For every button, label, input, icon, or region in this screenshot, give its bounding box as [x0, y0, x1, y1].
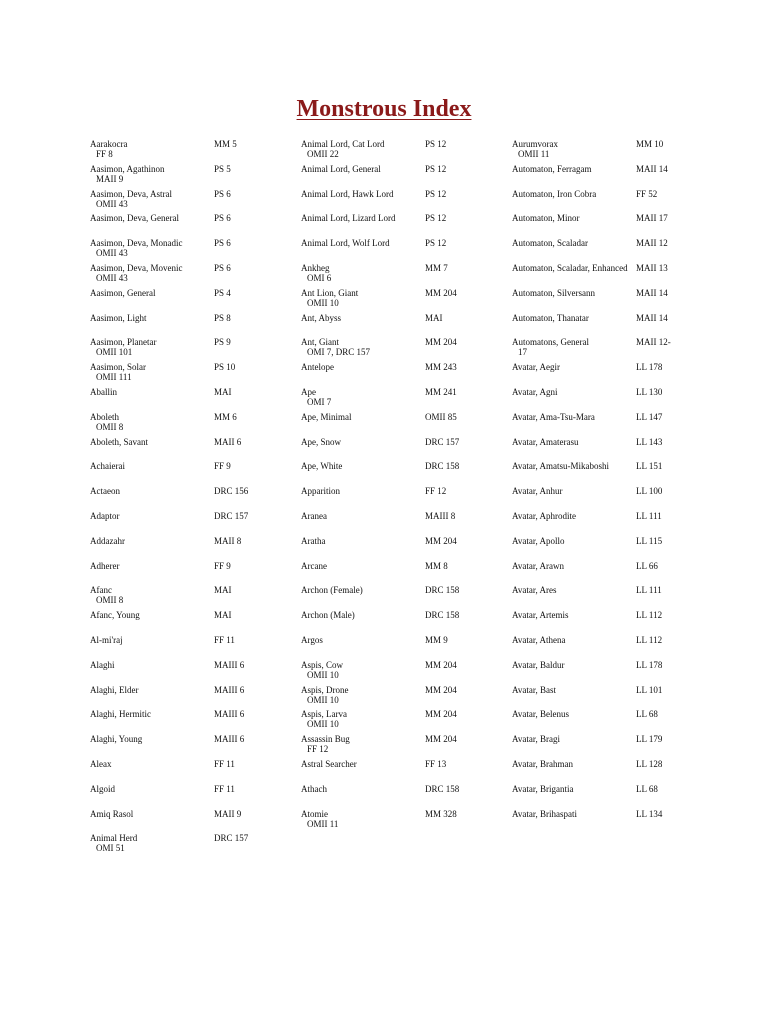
entry-source: MM 241	[425, 386, 457, 397]
entry-name: Al-mi'raj	[90, 634, 123, 645]
entry-name: Adherer	[90, 560, 120, 571]
entry-cross-reference: OMI 7, DRC 157	[307, 347, 371, 358]
entry-source: MM 9	[425, 634, 448, 645]
index-entry	[301, 263, 491, 288]
entry-name: Avatar, Aegir	[512, 362, 560, 373]
entry-source: MAII 9	[214, 808, 242, 819]
entry-source: DRC 156	[214, 486, 249, 497]
index-entry	[512, 685, 702, 710]
entry-source: LL 134	[636, 808, 663, 819]
index-entry	[301, 561, 491, 586]
index-column-1	[90, 139, 280, 858]
entry-name: Avatar, Belenus	[512, 709, 569, 720]
index-entry	[512, 238, 702, 263]
entry-source: PS 6	[214, 213, 231, 224]
index-entry	[512, 660, 702, 685]
index-entry	[90, 635, 280, 660]
entry-source: LL 111	[636, 585, 662, 596]
index-entry	[90, 660, 280, 685]
entry-name: Aranea	[301, 510, 327, 521]
entry-name: Avatar, Arawn	[512, 560, 564, 571]
index-entry	[90, 809, 280, 834]
entry-source: MM 10	[636, 139, 664, 149]
entry-source: MAII 12-	[636, 337, 671, 348]
entry-source: PS 12	[425, 238, 447, 249]
entry-cross-reference: OMII 101	[96, 347, 133, 358]
entry-name: Ankheg	[301, 262, 330, 273]
entry-source: PS 6	[214, 188, 231, 199]
entry-source: MAI	[214, 585, 232, 596]
entry-source: MM 328	[425, 808, 457, 819]
entry-name: Ant, Abyss	[301, 312, 342, 323]
entry-source: MAI	[214, 610, 232, 621]
index-entry	[301, 337, 491, 362]
index-entry	[90, 238, 280, 263]
entry-name: Avatar, Amaterasu	[512, 436, 579, 447]
entry-name: Afanc, Young	[90, 610, 140, 621]
entry-source: LL 68	[636, 783, 658, 794]
entry-source: MAI	[425, 312, 443, 323]
entry-source: LL 147	[636, 411, 663, 422]
entry-source: DRC 158	[425, 783, 460, 794]
index-entry	[512, 635, 702, 660]
entry-source: MM 6	[214, 411, 237, 422]
entry-name: Avatar, Ares	[512, 585, 557, 596]
entry-source: MM 204	[425, 535, 457, 546]
index-entry	[301, 189, 491, 214]
entry-source: PS 12	[425, 163, 447, 174]
index-entry	[512, 362, 702, 387]
entry-cross-reference: OMII 22	[307, 149, 339, 159]
index-entry	[512, 759, 702, 784]
entry-name: Aasimon, Deva, Monadic	[90, 238, 183, 249]
entry-name: Ape	[301, 386, 316, 397]
index-column-2	[301, 139, 491, 833]
entry-source: LL 68	[636, 709, 658, 720]
entry-name: Amiq Rasol	[90, 808, 134, 819]
index-entry	[301, 809, 491, 834]
entry-source: FF 11	[214, 634, 235, 645]
entry-name: Avatar, Athena	[512, 634, 566, 645]
index-entry	[301, 461, 491, 486]
entry-source: DRC 157	[214, 510, 249, 521]
entry-name: Alaghi	[90, 659, 115, 670]
entry-source: LL 128	[636, 758, 663, 769]
entry-name: Aleax	[90, 758, 112, 769]
entry-name: Automaton, Ferragam	[512, 163, 592, 174]
entry-name: Ant Lion, Giant	[301, 287, 359, 298]
index-entry	[512, 734, 702, 759]
index-entry	[301, 635, 491, 660]
page-title: Monstrous Index	[296, 96, 472, 122]
entry-name: Animal Lord, Cat Lord	[301, 139, 385, 149]
index-column-3	[512, 139, 702, 833]
entry-source: MM 204	[425, 659, 457, 670]
index-entry	[90, 536, 280, 561]
entry-cross-reference: OMI 51	[96, 843, 125, 854]
entry-name: Avatar, Agni	[512, 386, 558, 397]
entry-name: Automaton, Iron Cobra	[512, 188, 597, 199]
entry-name: Avatar, Brigantia	[512, 783, 574, 794]
entry-source: MAII 14	[636, 312, 668, 323]
entry-source: LL 112	[636, 634, 663, 645]
entry-name: Aasimon, Light	[90, 312, 147, 323]
entry-source: FF 9	[214, 461, 231, 472]
index-entry	[301, 486, 491, 511]
entry-source: LL 130	[636, 386, 663, 397]
entry-source: MM 204	[425, 684, 457, 695]
index-entry	[90, 437, 280, 462]
index-entry	[90, 288, 280, 313]
entry-source: LL 100	[636, 486, 663, 497]
entry-source: LL 179	[636, 734, 663, 745]
entry-name: Antelope	[301, 362, 334, 373]
entry-name: Aasimon, General	[90, 287, 156, 298]
entry-source: DRC 158	[425, 461, 460, 472]
entry-name: Ape, White	[301, 461, 343, 472]
entry-name: Aasimon, Planetar	[90, 337, 157, 348]
index-entry	[301, 685, 491, 710]
entry-source: FF 11	[214, 783, 235, 794]
index-entry	[512, 437, 702, 462]
entry-name: Avatar, Anhur	[512, 486, 563, 497]
index-entry	[512, 313, 702, 338]
index-entry	[90, 585, 280, 610]
entry-name: Ant, Giant	[301, 337, 339, 348]
index-entry	[90, 511, 280, 536]
index-entry	[90, 189, 280, 214]
index-entry	[90, 412, 280, 437]
index-entry	[512, 461, 702, 486]
entry-name: Algoid	[90, 783, 116, 794]
entry-source: MAII 13	[636, 262, 668, 273]
entry-cross-reference: OMII 10	[307, 694, 339, 705]
index-entry	[512, 213, 702, 238]
entry-cross-reference: OMII 43	[96, 272, 128, 283]
entry-name: Avatar, Amatsu-Mikaboshi	[512, 461, 609, 472]
entry-source: PS 10	[214, 362, 236, 373]
index-entry	[512, 263, 702, 288]
entry-source: LL 66	[636, 560, 658, 571]
index-entry	[90, 685, 280, 710]
entry-source: MAII 17	[636, 213, 668, 224]
entry-cross-reference: FF 12	[307, 744, 329, 755]
entry-name: Alaghi, Young	[90, 734, 143, 745]
entry-cross-reference: OMII 10	[307, 669, 339, 680]
index-entry	[512, 809, 702, 834]
entry-source: MM 204	[425, 287, 457, 298]
entry-source: FF 52	[636, 188, 658, 199]
entry-name: Aarakocra	[90, 139, 128, 149]
index-entry	[301, 164, 491, 189]
index-entry	[301, 536, 491, 561]
entry-cross-reference: OMII 43	[96, 198, 128, 209]
entry-name: Archon (Male)	[301, 610, 355, 621]
entry-name: Aasimon, Deva, General	[90, 213, 179, 224]
entry-name: Aboleth	[90, 411, 119, 422]
entry-source: MM 7	[425, 262, 448, 273]
entry-cross-reference: OMII 111	[96, 372, 132, 383]
entry-source: FF 13	[425, 758, 447, 769]
entry-name: Aspis, Cow	[301, 659, 344, 670]
index-entry	[90, 833, 280, 858]
entry-source: MM 243	[425, 362, 457, 373]
entry-name: Aboleth, Savant	[90, 436, 148, 447]
entry-name: Avatar, Apollo	[512, 535, 565, 546]
index-entry	[512, 139, 702, 164]
index-entry	[512, 561, 702, 586]
index-entry	[90, 709, 280, 734]
entry-source: LL 151	[636, 461, 663, 472]
entry-source: PS 12	[425, 213, 447, 224]
entry-source: MAII 14	[636, 287, 668, 298]
entry-name: Avatar, Baldur	[512, 659, 565, 670]
index-entry	[512, 387, 702, 412]
index-entry	[90, 263, 280, 288]
entry-name: Aasimon, Solar	[90, 362, 146, 373]
index-entry	[90, 387, 280, 412]
entry-cross-reference: OMII 10	[307, 719, 339, 730]
entry-source: LL 115	[636, 535, 663, 546]
entry-source: PS 5	[214, 163, 231, 174]
index-entry	[90, 486, 280, 511]
entry-name: Automaton, Silversann	[512, 287, 595, 298]
entry-name: Animal Lord, General	[301, 163, 381, 174]
index-entry	[301, 139, 491, 164]
entry-source: MAII 6	[214, 436, 242, 447]
index-entry	[90, 784, 280, 809]
entry-source: LL 101	[636, 684, 663, 695]
entry-source: MAIII 8	[425, 510, 456, 521]
index-entry	[512, 585, 702, 610]
entry-name: Avatar, Artemis	[512, 610, 569, 621]
entry-source: MAIII 6	[214, 684, 245, 695]
entry-source: PS 12	[425, 139, 447, 149]
entry-name: Ape, Minimal	[301, 411, 352, 422]
index-entry	[90, 139, 280, 164]
index-entry	[512, 486, 702, 511]
index-entry	[512, 337, 702, 362]
entry-name: Addazahr	[90, 535, 125, 546]
entry-source: FF 12	[425, 486, 447, 497]
entry-name: Adaptor	[90, 510, 120, 521]
index-entry	[301, 313, 491, 338]
entry-cross-reference: OMII 43	[96, 248, 128, 259]
index-entry	[90, 734, 280, 759]
index-entry	[512, 288, 702, 313]
entry-name: Aurumvorax	[512, 139, 558, 149]
entry-name: Automaton, Minor	[512, 213, 580, 224]
entry-name: Animal Lord, Hawk Lord	[301, 188, 394, 199]
entry-name: Avatar, Brihaspati	[512, 808, 577, 819]
index-entry	[512, 412, 702, 437]
entry-name: Animal Herd	[90, 833, 138, 844]
entry-source: LL 112	[636, 610, 663, 621]
index-entry	[512, 536, 702, 561]
entry-name: Assassin Bug	[301, 734, 350, 745]
index-entry	[301, 437, 491, 462]
entry-name: Alaghi, Hermitic	[90, 709, 151, 720]
entry-cross-reference: FF 8	[96, 149, 113, 159]
entry-name: Aspis, Drone	[301, 684, 349, 695]
entry-name: Aspis, Larva	[301, 709, 347, 720]
index-entry	[301, 610, 491, 635]
index-entry	[90, 610, 280, 635]
entry-name: Avatar, Ama-Tsu-Mara	[512, 411, 595, 422]
entry-name: Atomie	[301, 808, 328, 819]
index-entry	[90, 362, 280, 387]
entry-source: DRC 157	[425, 436, 460, 447]
entry-name: Archon (Female)	[301, 585, 363, 596]
entry-source: FF 9	[214, 560, 231, 571]
entry-name: Aasimon, Deva, Astral	[90, 188, 172, 199]
entry-source: MAIII 6	[214, 659, 245, 670]
entry-source: MAII 8	[214, 535, 242, 546]
entry-source: LL 143	[636, 436, 663, 447]
entry-cross-reference: OMII 8	[96, 421, 124, 432]
entry-cross-reference: OMI 7	[307, 396, 332, 407]
entry-name: Apparition	[301, 486, 340, 497]
entry-source: FF 11	[214, 758, 235, 769]
entry-name: Athach	[301, 783, 327, 794]
index-entry	[90, 313, 280, 338]
entry-source: LL 178	[636, 659, 663, 670]
entry-name: Actaeon	[90, 486, 120, 497]
entry-source: MAIII 6	[214, 734, 245, 745]
entry-source: MAII 12	[636, 238, 668, 249]
entry-source: LL 178	[636, 362, 663, 373]
index-entry	[301, 288, 491, 313]
entry-name: Ape, Snow	[301, 436, 341, 447]
entry-source: MM 204	[425, 709, 457, 720]
index-entry	[301, 709, 491, 734]
entry-name: Avatar, Aphrodite	[512, 510, 576, 521]
entry-source: MAI	[214, 386, 232, 397]
index-entry	[301, 238, 491, 263]
index-entry	[301, 660, 491, 685]
index-entry	[301, 511, 491, 536]
entry-source: DRC 158	[425, 585, 460, 596]
entry-name: Avatar, Bast	[512, 684, 556, 695]
entry-name: Automatons, General	[512, 337, 589, 348]
index-entry	[512, 511, 702, 536]
entry-name: Automaton, Scaladar	[512, 238, 588, 249]
entry-source: DRC 158	[425, 610, 460, 621]
index-entry	[90, 164, 280, 189]
index-entry	[512, 164, 702, 189]
entry-source: MM 204	[425, 734, 457, 745]
entry-name: Arcane	[301, 560, 327, 571]
entry-source: MM 5	[214, 139, 237, 149]
index-entry	[301, 213, 491, 238]
entry-source: PS 4	[214, 287, 231, 298]
entry-name: Aasimon, Deva, Movenic	[90, 262, 183, 273]
index-entry	[301, 412, 491, 437]
entry-cross-reference: MAII 9	[96, 173, 124, 184]
entry-source: PS 12	[425, 188, 447, 199]
index-entry	[512, 610, 702, 635]
entry-name: Automaton, Scaladar, Enhanced	[512, 262, 628, 273]
entry-cross-reference: OMII 10	[307, 297, 339, 308]
index-entry	[90, 337, 280, 362]
entry-source: PS 8	[214, 312, 231, 323]
index-entry	[301, 387, 491, 412]
entry-name: Animal Lord, Lizard Lord	[301, 213, 396, 224]
entry-name: Afanc	[90, 585, 112, 596]
entry-source: PS 6	[214, 238, 231, 249]
entry-source: OMII 85	[425, 411, 457, 422]
entry-name: Automaton, Thanatar	[512, 312, 589, 323]
entry-source: PS 6	[214, 262, 231, 273]
entry-name: Argos	[301, 634, 323, 645]
entry-name: Animal Lord, Wolf Lord	[301, 238, 390, 249]
entry-cross-reference: 17	[518, 347, 527, 358]
entry-name: Achaierai	[90, 461, 125, 472]
entry-source: MAIII 6	[214, 709, 245, 720]
index-entry	[301, 784, 491, 809]
index-entry	[90, 213, 280, 238]
index-entry	[301, 734, 491, 759]
entry-cross-reference: OMII 11	[518, 149, 550, 159]
index-entry	[301, 759, 491, 784]
index-entry	[512, 709, 702, 734]
entry-source: MAII 14	[636, 163, 668, 174]
index-entry	[90, 461, 280, 486]
entry-cross-reference: OMII 11	[307, 818, 339, 829]
entry-name: Avatar, Brahman	[512, 758, 573, 769]
entry-source: PS 9	[214, 337, 231, 348]
entry-source: MM 8	[425, 560, 448, 571]
entry-source: DRC 157	[214, 833, 249, 844]
entry-source: MM 204	[425, 337, 457, 348]
index-entry	[301, 362, 491, 387]
entry-name: Astral Searcher	[301, 758, 357, 769]
index-entry	[90, 759, 280, 784]
entry-name: Aballin	[90, 386, 117, 397]
entry-name: Aratha	[301, 535, 326, 546]
entry-name: Alaghi, Elder	[90, 684, 139, 695]
entry-name: Aasimon, Agathinon	[90, 163, 165, 174]
entry-source: LL 111	[636, 510, 662, 521]
index-entry	[512, 784, 702, 809]
entry-cross-reference: OMII 8	[96, 595, 124, 606]
entry-cross-reference: OMI 6	[307, 272, 332, 283]
index-entry	[90, 561, 280, 586]
index-entry	[512, 189, 702, 214]
index-entry	[301, 585, 491, 610]
entry-name: Avatar, Bragi	[512, 734, 560, 745]
